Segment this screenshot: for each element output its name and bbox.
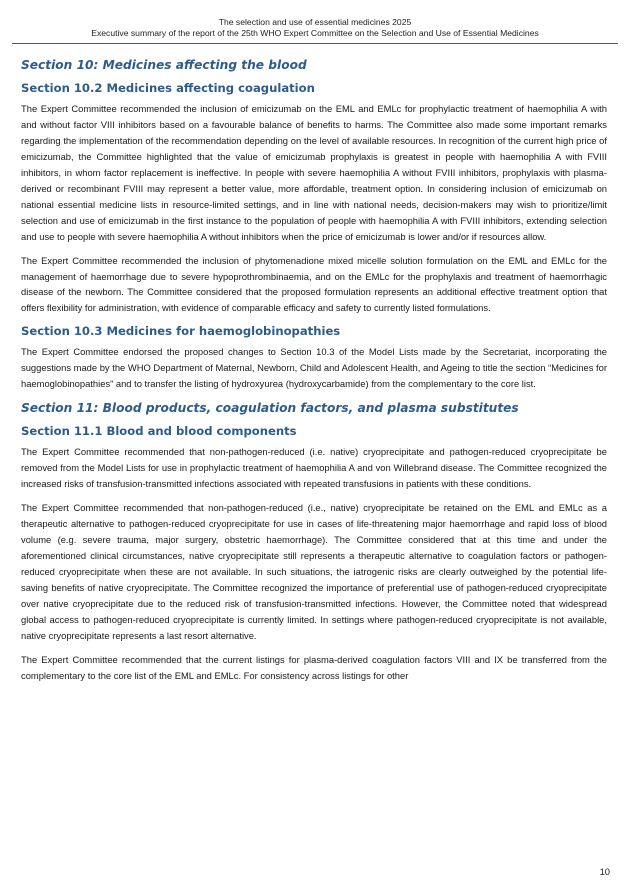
- paragraph: The Expert Committee recommended the inclusion of emicizumab on the EML and EMLc for prophylactic treatment of haemophilia A with and without factor VIII inhibitors based on a favourable balance of benefits to harms. The Committee also made some important remarks regarding the implementation of the recommendation depending on the level of available resources. In recognition of the current high price of emicizumab, the Committee highlighted that the value of emicizumab prophylaxis is greatest in people with haemophilia A with FVIII inhibitors, in whom factor replacement is ineffective. In people with severe haemophilia A without FVIII inhibitors, prophylaxis with plasma-derived or recombinant FVIII may represent a better value, more affordable, treatment option. In considering inclusion of emicizumab on national essential medicine lists in resource-limited settings, and in line with national needs, decision-makers may wish to prioritize/limit selection and use of emicizumab in the first instance to the population of people with haemophilia A with FVIII inhibitors, extending selection and use to people with severe haemophilia A without inhibitors when the price of emicizumab is lower and/or if resources allow.: [21, 103, 607, 242]
- paragraph: The Expert Committee recommended that non-pathogen-reduced (i.e., native) cryoprecipitate be retained on the EML and EMLc as a therapeutic alternative to pathogen-reduced cryoprecipitate for use in cases of life-threatening major haemorrhage and rapid loss of blood volume (e.g. severe trauma, major surgery, obstetric haemorrhage). The Committee considered that at this time and under the aforementioned clinical circumstances, native cryoprecipitate still represents a therapeutic alternative to coagulation factors or pathogen-reduced cryoprecipitate when these are not available. In such situations, the iatrogenic risks are clearly outweighed by the potential life-saving benefits of native cryoprecipitate. The Committee recognized the importance of preferential use of pathogen-reduced cryoprecipitate over native cryoprecipitate due to the reduced risk of transfusion-transmitted infections. However, the Committee noted that widespread global access to pathogen-reduced cryoprecipitate is currently limited. In settings where pathogen-reduced cryoprecipitate is not available, native cryoprecipitate represents a last resort alternative.: [21, 502, 607, 641]
- section-10-3-heading: Section 10.3 Medicines for haemoglobinopathies: [21, 324, 341, 339]
- page-number: 10: [599, 866, 610, 877]
- section-10-2-heading: Section 10.2 Medicines affecting coagulation: [21, 81, 315, 95]
- running-header: [12, 17, 618, 39]
- paragraph: The Expert Committee recommended the inclusion of phytomenadione mixed micelle solution formulation on the EML and EMLc for the management of haemorrhage due to severe hypoprothrombinaemia, and on the EMLc for the prophylaxis and treatment of haemorrhagic disease of the newborn. The Committee considered that the proposed formulation represents an additional effective treatment option that offers flexibility for administration, with evidence of comparable efficacy and safety to currently listed formulations.: [21, 254, 607, 314]
- header-divider: [12, 43, 618, 44]
- section-11-1-heading: Section 11.1 Blood and blood components: [21, 424, 297, 439]
- section-11-heading: Section 11: Blood products, coagulation factors, and plasma substitutes: [21, 401, 519, 416]
- header-line-1: The selection and use of essential medicines 2025: [218, 17, 412, 27]
- section-10-heading: Section 10: Medicines affecting the blood: [21, 58, 307, 72]
- main-content: [21, 57, 607, 689]
- paragraph: The Expert Committee recommended that the current listings for plasma-derived coagulation factors VIII and IX be transferred from the complementary to the core list of the EML and EMLc. For consistency across listings for other: [21, 653, 607, 681]
- paragraph: The Expert Committee recommended that non-pathogen-reduced (i.e. native) cryoprecipitate and pathogen-reduced cryoprecipitate be removed from the Model Lists for use in prophylactic treatment of haemophilia A and von Willebrand disease. The Committee recognized the increased risks of transfusion-transmitted infections associated with repeated transfusions in patients with these conditions.: [21, 446, 607, 490]
- paragraph: The Expert Committee endorsed the proposed changes to Section 10.3 of the Model Lists made by the Secretariat, incorporating the suggestions made by the WHO Department of Maternal, Newborn, Child and Adolescent Health, and Ageing to title the section “Medicines for haemoglobinopathies” and to transfer the listing of hydroxyurea (hydroxycarbamide) from the complementary to the core list.: [21, 346, 607, 390]
- header-line-2: Executive summary of the report of the 25th WHO Expert Committee on the Selection and Use of Essential Medicines: [91, 28, 539, 38]
